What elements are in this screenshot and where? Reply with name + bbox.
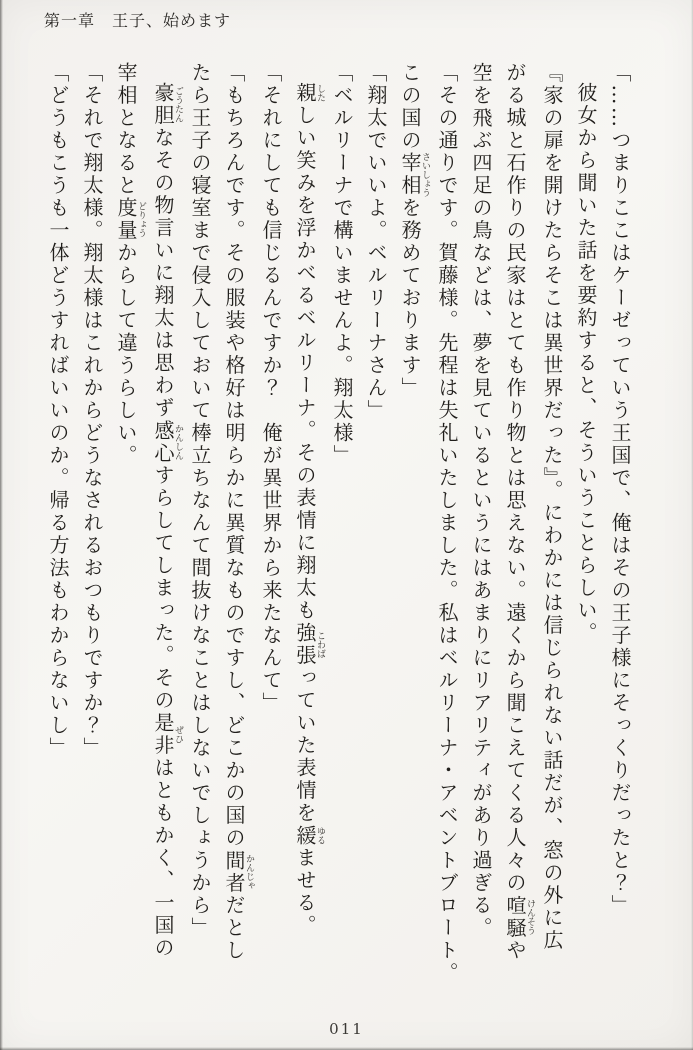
furigana-ruby: 豪胆ごうたん — [151, 82, 183, 127]
text-line: 「翔太でいいよ。ベルリーナさん」 — [364, 62, 388, 422]
text-line: がる城と石作りの民家はとても作り物とは思えない。遠くから聞こえてくる人々の喧騒けんそうや — [503, 62, 535, 962]
text-line: 「それにしても信じるんですか？ 俺が異世界から来たなんて」 — [259, 62, 283, 715]
text-line: 『家の扉を開けたらそこは異世界だった』。にわかには信じられない話だが、窓の外に広 — [540, 62, 564, 952]
furigana-ruby: 間者かんじゃ — [222, 849, 254, 895]
text-line: 豪胆ごうたんなその物言いに翔太は思わず感心かんしんすらしてしまった。その是非ぜひはともかく、一国の — [151, 82, 183, 960]
furigana-ruby: 是非ぜひ — [151, 712, 183, 757]
furigana-ruby: 感心かんしん — [151, 419, 183, 465]
text-line: 「その通りです。賀藤様。先程は失礼いたしました。私はベルリーナ・アベントブロート。 — [435, 62, 459, 985]
chapter-header: 第一章 王子、始めます — [44, 11, 232, 30]
furigana-ruby: 宰相さいしょう — [398, 152, 430, 197]
scan-edge-left — [0, 0, 3, 1050]
text-line: 「ベルリーナで構いませんよ。翔太様」 — [330, 62, 354, 467]
furigana-ruby: 喧騒けんそう — [503, 894, 535, 940]
text-line: 親したしい笑みを浮かべるベルリーナ。その表情に翔太も強張こわばっていた表情を緩ゆるませる。 — [293, 82, 325, 937]
furigana-ruby: 強張こわば — [293, 622, 325, 667]
furigana-ruby: 緩ゆる — [293, 824, 325, 847]
text-line: たら王子の寝室まで侵入しておいて棒立ちなんて間抜けなことはしないでしょうから」 — [188, 62, 212, 940]
text-line: この国の宰相さいしょうを務めております」 — [398, 62, 430, 400]
furigana-ruby: 親した — [293, 82, 325, 105]
text-line: 「……つまりここはケーゼっていう王国で、俺はその王子様にそっくりだったと？」 — [608, 62, 632, 917]
text-line: 「それで翔太様。翔太様はこれからどうなされるおつもりですか？」 — [80, 62, 104, 760]
furigana-ruby: 度量どりょう — [114, 197, 146, 242]
page-number: 011 — [329, 1020, 364, 1038]
text-line: 宰相となると度量どりょうからして違うらしい。 — [114, 62, 146, 467]
text-line: 空を飛ぶ四足の鳥などは、夢を見ているというにはあまりにリアリティがあり過ぎる。 — [469, 62, 493, 940]
text-line: 「どうもこうも一体どうすればいいのか。帰る方法もわからないし」 — [46, 62, 70, 760]
text-line: 「もちろんです。その服装や格好は明らかに異質なものですし、どこかの国の間者かんじゃだとし — [222, 62, 254, 962]
text-line: 彼女から聞いた話を要約すると、そういうことらしい。 — [574, 82, 598, 645]
text-body — [41, 62, 637, 1014]
